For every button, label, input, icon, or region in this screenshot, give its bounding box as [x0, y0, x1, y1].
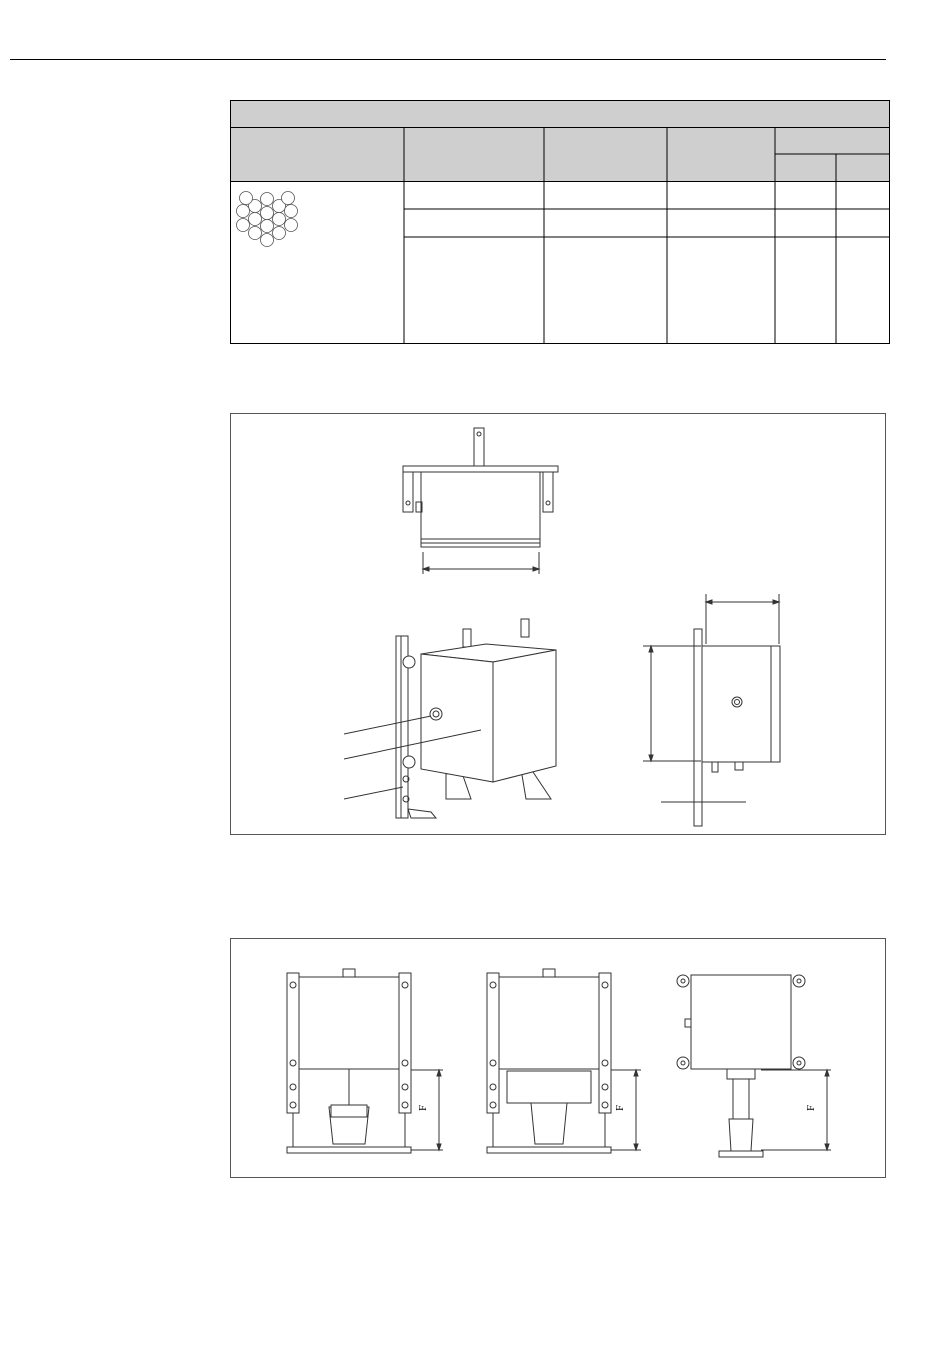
side-view — [643, 594, 780, 826]
front-view-a — [287, 969, 443, 1153]
page-header-rule — [10, 59, 886, 60]
front-view-b — [487, 969, 641, 1153]
perspective-view — [344, 619, 556, 818]
dimension-label-c: F — [805, 1104, 817, 1111]
top-view — [403, 428, 558, 574]
housing-dimension-figure — [230, 413, 886, 835]
table-title-row — [231, 101, 890, 128]
mounting-variants-figure — [230, 938, 886, 1178]
cable-strand-icon — [237, 192, 298, 247]
dimension-label-b: F — [614, 1104, 626, 1111]
front-view-c — [677, 975, 831, 1157]
dimension-label-a: F — [417, 1104, 429, 1111]
spec-table — [230, 100, 890, 344]
